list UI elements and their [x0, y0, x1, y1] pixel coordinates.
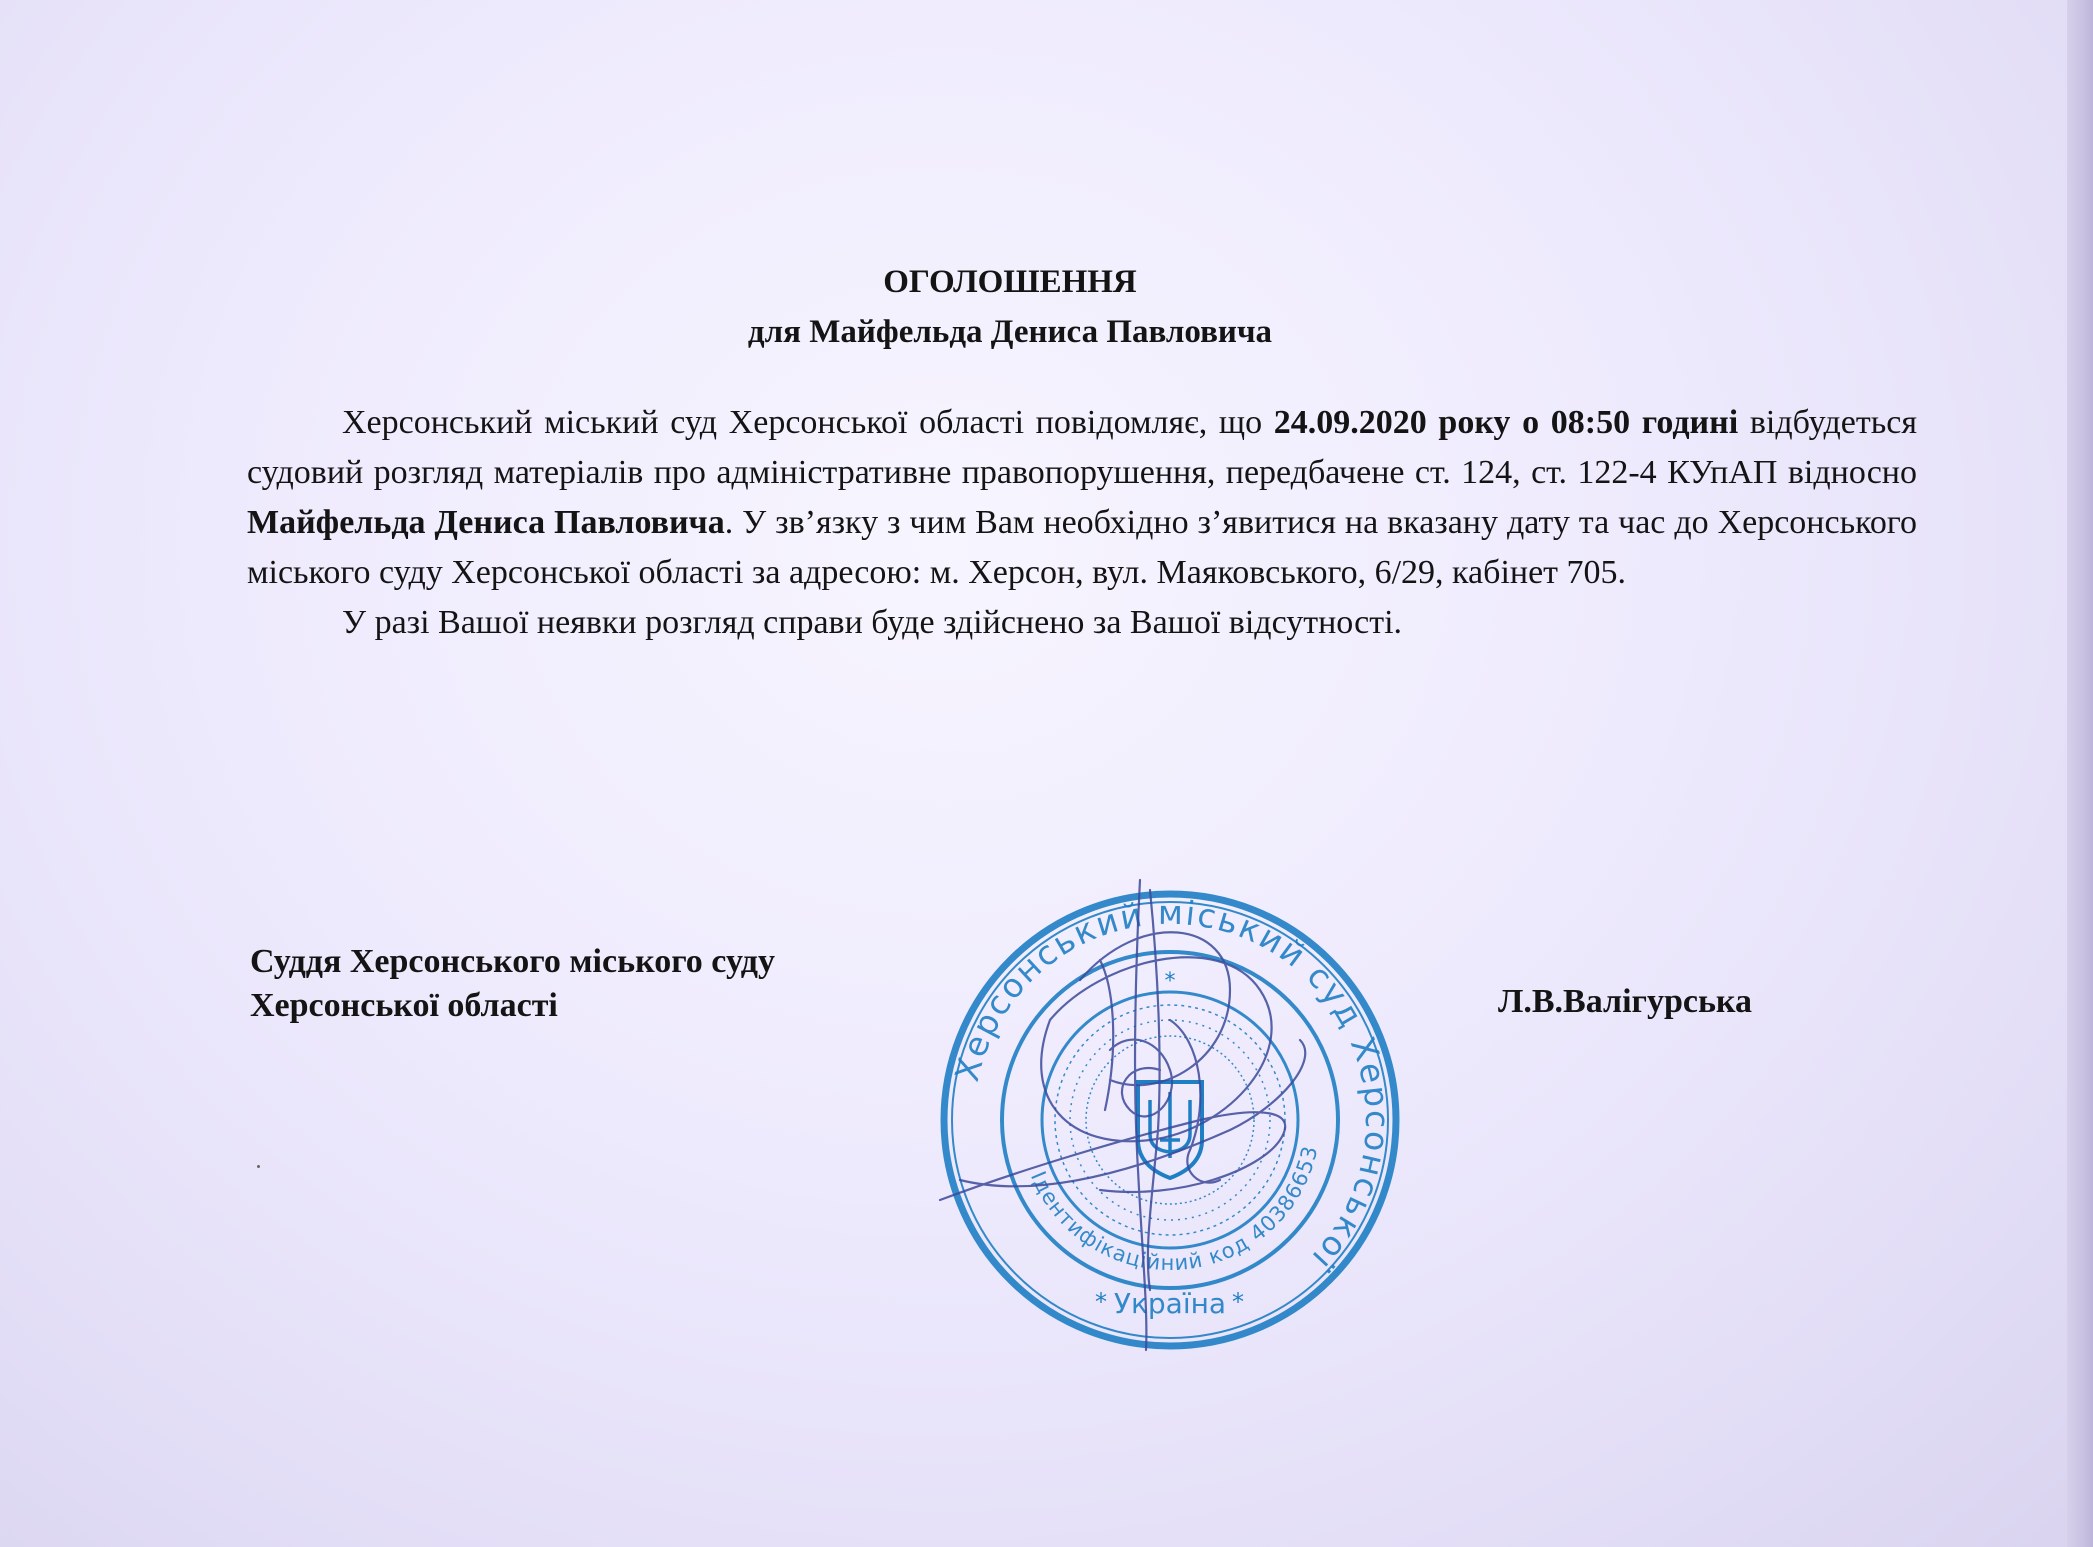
judge-signature [900, 870, 1400, 1370]
svg-text:Херсонський міський суд Херсон: Херсонський міський суд Херсонської [947, 892, 1398, 1280]
svg-text:Україна: Україна [1113, 1287, 1227, 1320]
absence-warning: У разі Вашої неявки розгляд справи буде здійснено за Вашої відсутності. [342, 604, 1403, 641]
hearing-datetime: 24.09.2020 року о 08:50 годині [1273, 404, 1739, 441]
defendant-name: Майфельда Дениса Павловича [247, 504, 725, 541]
svg-text:Ідентифікаційний код 40386653: Ідентифікаційний код 40386653 [1025, 1143, 1323, 1276]
judge-position-line2: Херсонської області [250, 987, 558, 1024]
document-title: ОГОЛОШЕННЯ [883, 264, 1137, 300]
notice-text-part3: . У зв’язку з чим Вам необхідно з’явитися на вказану дату та час до Херсонського міського суду Херсонської області за адресою: м. Херсон, вул. Маяковського, 6/29, кабінет 705. [247, 504, 1917, 591]
notice-text-part2: відбудеться судовий розгляд матеріалів про адміністративне правопорушення, передбачене ст. 124, ст. 122-4 КУпАП відносно [247, 404, 1917, 491]
judge-name: Л.В.Валігурська [1498, 983, 1753, 1020]
document-body [247, 398, 1917, 648]
svg-text:*: * [1232, 1288, 1244, 1316]
notice-paragraph [247, 398, 1917, 598]
notice-text-part1: Херсонський міський суд Херсонської області повідомляє, що [342, 404, 1274, 441]
paper-speck [257, 1165, 260, 1168]
document-subtitle: для Майфельда Дениса Павловича [747, 314, 1273, 350]
svg-text:*: * [1095, 1288, 1107, 1316]
svg-text:*: * [1164, 969, 1176, 994]
judge-position-line1: Суддя Херсонського міського суду [250, 943, 776, 980]
paper-edge [2067, 0, 2093, 1547]
judge-position [250, 940, 775, 1028]
